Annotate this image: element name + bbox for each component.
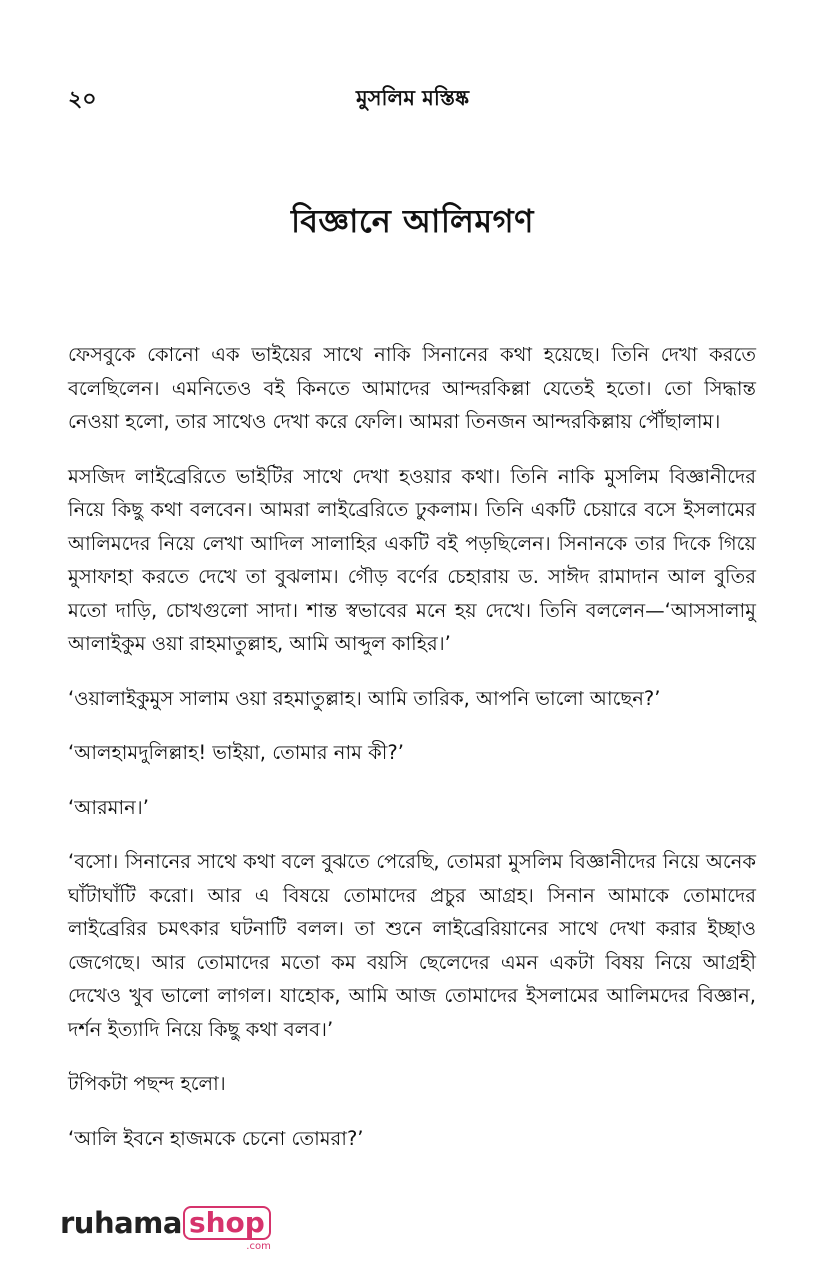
paragraph: মসজিদ লাইব্রেরিতে ভাইটির সাথে দেখা হওয়ার কথা। তিনি নাকি মুসলিম বিজ্ঞানীদের নিয়ে কিছু কথা বলবেন। আমরা লাইব্রেরিতে ঢুকলাম। তিনি একটি চেয়ারে বসে ইসলামের আলিমদের নিয়ে লেখা আদিল সালাহির একটি বই পড়ছিলেন। সিনানকে তার দিকে গিয়ে মুসাফাহা করতে দেখে তা বুঝলাম। গৌড় বর্ণের চেহারায় ড. সাঈদ রামাদান আল বুতির মতো দাড়ি, চোখগুলো সাদা। শান্ত স্বভাবের মনে হয় দেখে। তিনি বললেন—‘আসসালামু আলাইকুম ওয়া রাহমাতুল্লাহ, আমি আব্দুল কাহির।’ [68, 464, 756, 655]
logo-brand-main: ruhama [60, 1206, 182, 1240]
paragraph: ‘আলি ইবনে হাজমকে চেনো তোমরা?’ [68, 1126, 364, 1150]
paragraph: ‘বসো। সিনানের সাথে কথা বলে বুঝতে পেরেছি, তোমরা মুসলিম বিজ্ঞানীদের নিয়ে অনেক ঘাঁটাঘাঁটি করো। আর এ বিষয়ে তোমাদের প্রচুর আগ্রহ। সিনান আমাকে তোমাদের লাইব্রেরির চমৎকার ঘটনাটি বলল। তা শুনে লাইব্রেরিয়ানের সাথে দেখা করার ইচ্ছাও জেগেছে। আর তোমাদের মতো কম বয়সি ছেলেদের এমন একটা বিষয় নিয়ে আগ্রহী দেখেও খুব ভালো লাগল। যাহোক, আমি আজ তোমাদের ইসলামের আলিমদের বিজ্ঞান, দর্শন ইত্যাদি নিয়ে কিছু কথা বলব।’ [68, 850, 756, 1041]
running-head: মুসলিম মস্তিষ্ক [356, 86, 469, 110]
watermark-logo [60, 1206, 271, 1253]
paragraph: ‘আলহামদুলিল্লাহ! ভাইয়া, তোমার নাম কী?’ [68, 741, 404, 764]
chapter-title: বিজ্ঞানে আলিমগণ [291, 202, 534, 240]
logo-shop-group [182, 1206, 271, 1253]
paragraph: ফেসবুকে কোনো এক ভাইয়ের সাথে নাকি সিনানের কথা হয়েছে। তিনি দেখা করতে বলেছিলেন। এমনিতেও বই কিনতে আমাদের আন্দরকিল্লা যেতেই হতো। তো সিদ্ধান্ত নেওয়া হলো, তার সাথেও দেখা করে ফেলি। আমরা তিনজন আন্দরকিল্লায় পৌঁছালাম। [68, 343, 756, 433]
body-text [68, 338, 756, 1155]
paragraph: ‘আরমান।’ [68, 795, 149, 819]
paragraph: ‘ওয়ালাইকুমুস সালাম ওয়া রহমাতুল্লাহ। আমি তারিক, আপনি ভালো আছেন?’ [68, 686, 661, 710]
logo-brand-domain: .com [246, 1241, 271, 1252]
page-number: ২০ [68, 87, 97, 112]
logo-brand-shop: shop [183, 1206, 271, 1240]
paragraph: টপিকটা পছন্দ হলো। [68, 1072, 226, 1095]
